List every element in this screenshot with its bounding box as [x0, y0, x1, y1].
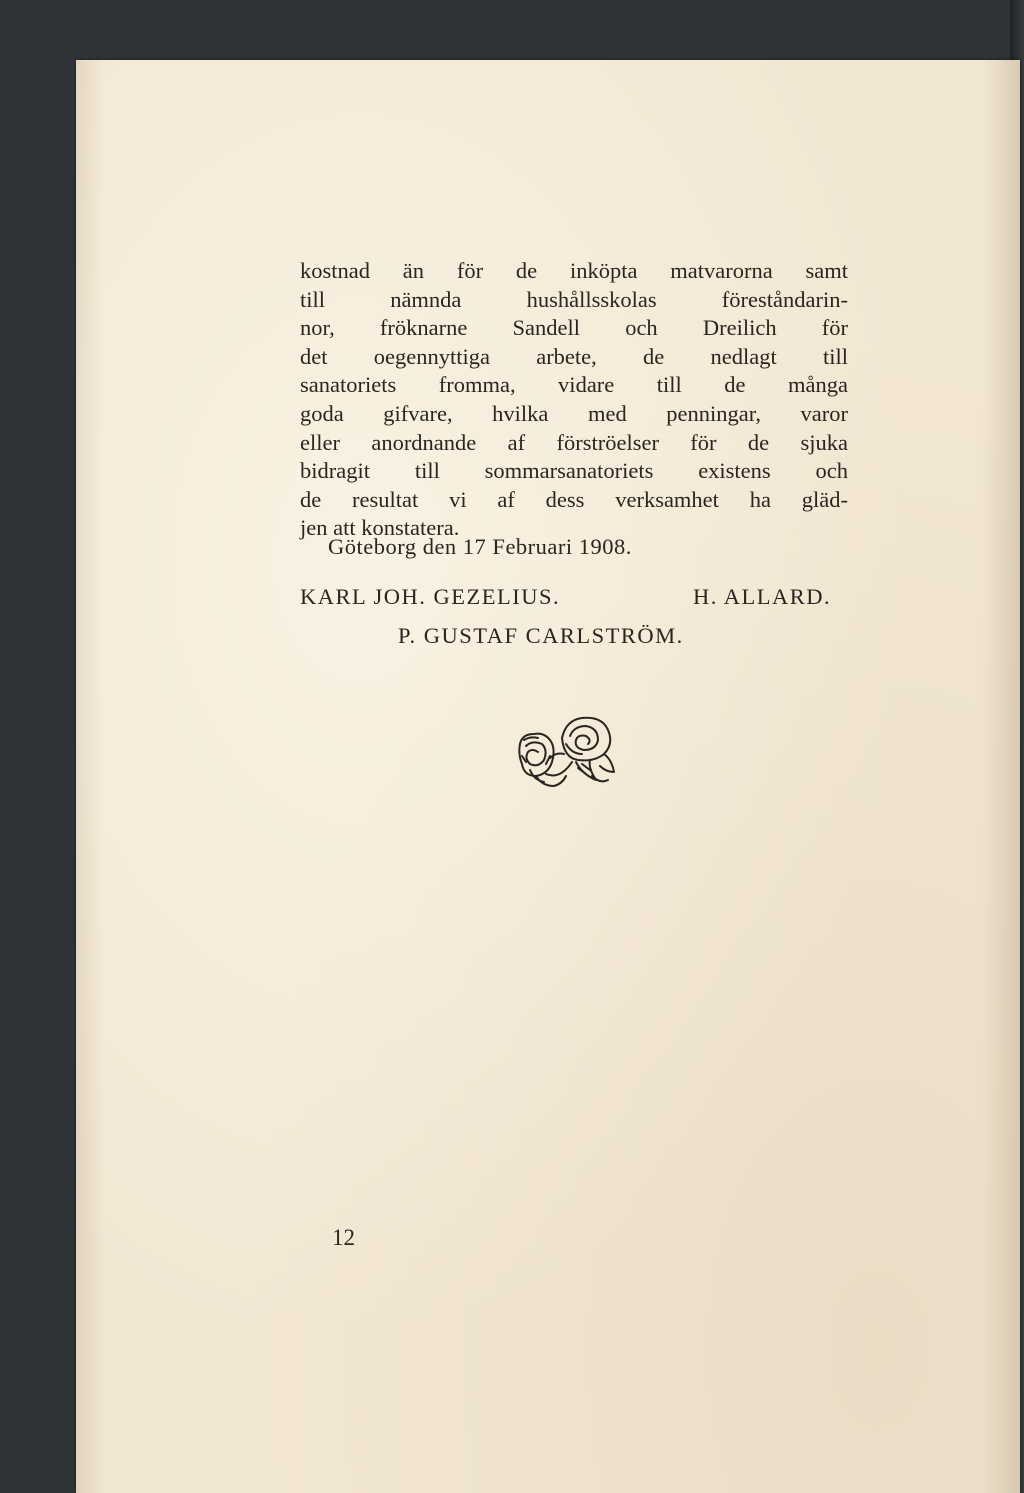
body-line: jen att konstatera.: [300, 515, 460, 541]
page-number: 12: [332, 1225, 355, 1250]
body-line: kostnad än för de inköpta matvarorna samt: [300, 258, 848, 283]
body-line: goda gifvare, hvilka med penningar, varor: [300, 400, 848, 426]
body-line: det oegennyttiga arbete, de nedlagt till: [300, 343, 848, 369]
date-line: Göteborg den 17 Februari 1908.: [328, 534, 632, 559]
rose-ornament-icon: [516, 714, 620, 789]
document-page: [76, 60, 1020, 1493]
signature-allard: H. ALLARD.: [693, 584, 832, 609]
body-line: nor, fröknarne Sandell och Dreilich för: [300, 315, 848, 341]
body-line: sanatoriets fromma, vidare till de många: [300, 372, 848, 398]
body-paragraph: [300, 257, 848, 543]
signature-gezelius: KARL JOH. GEZELIUS.: [300, 584, 561, 609]
body-line: bidragit till sommarsanatoriets existens och: [300, 458, 848, 484]
body-line: till nämnda hushållsskolas föreståndarin-: [300, 286, 848, 312]
signature-carlstrom: P. GUSTAF CARLSTRÖM.: [398, 623, 684, 648]
body-line: eller anordnande af förströelser för de sjuka: [300, 429, 848, 455]
body-line: de resultat vi af dess verksamhet ha gläd-: [300, 486, 848, 512]
